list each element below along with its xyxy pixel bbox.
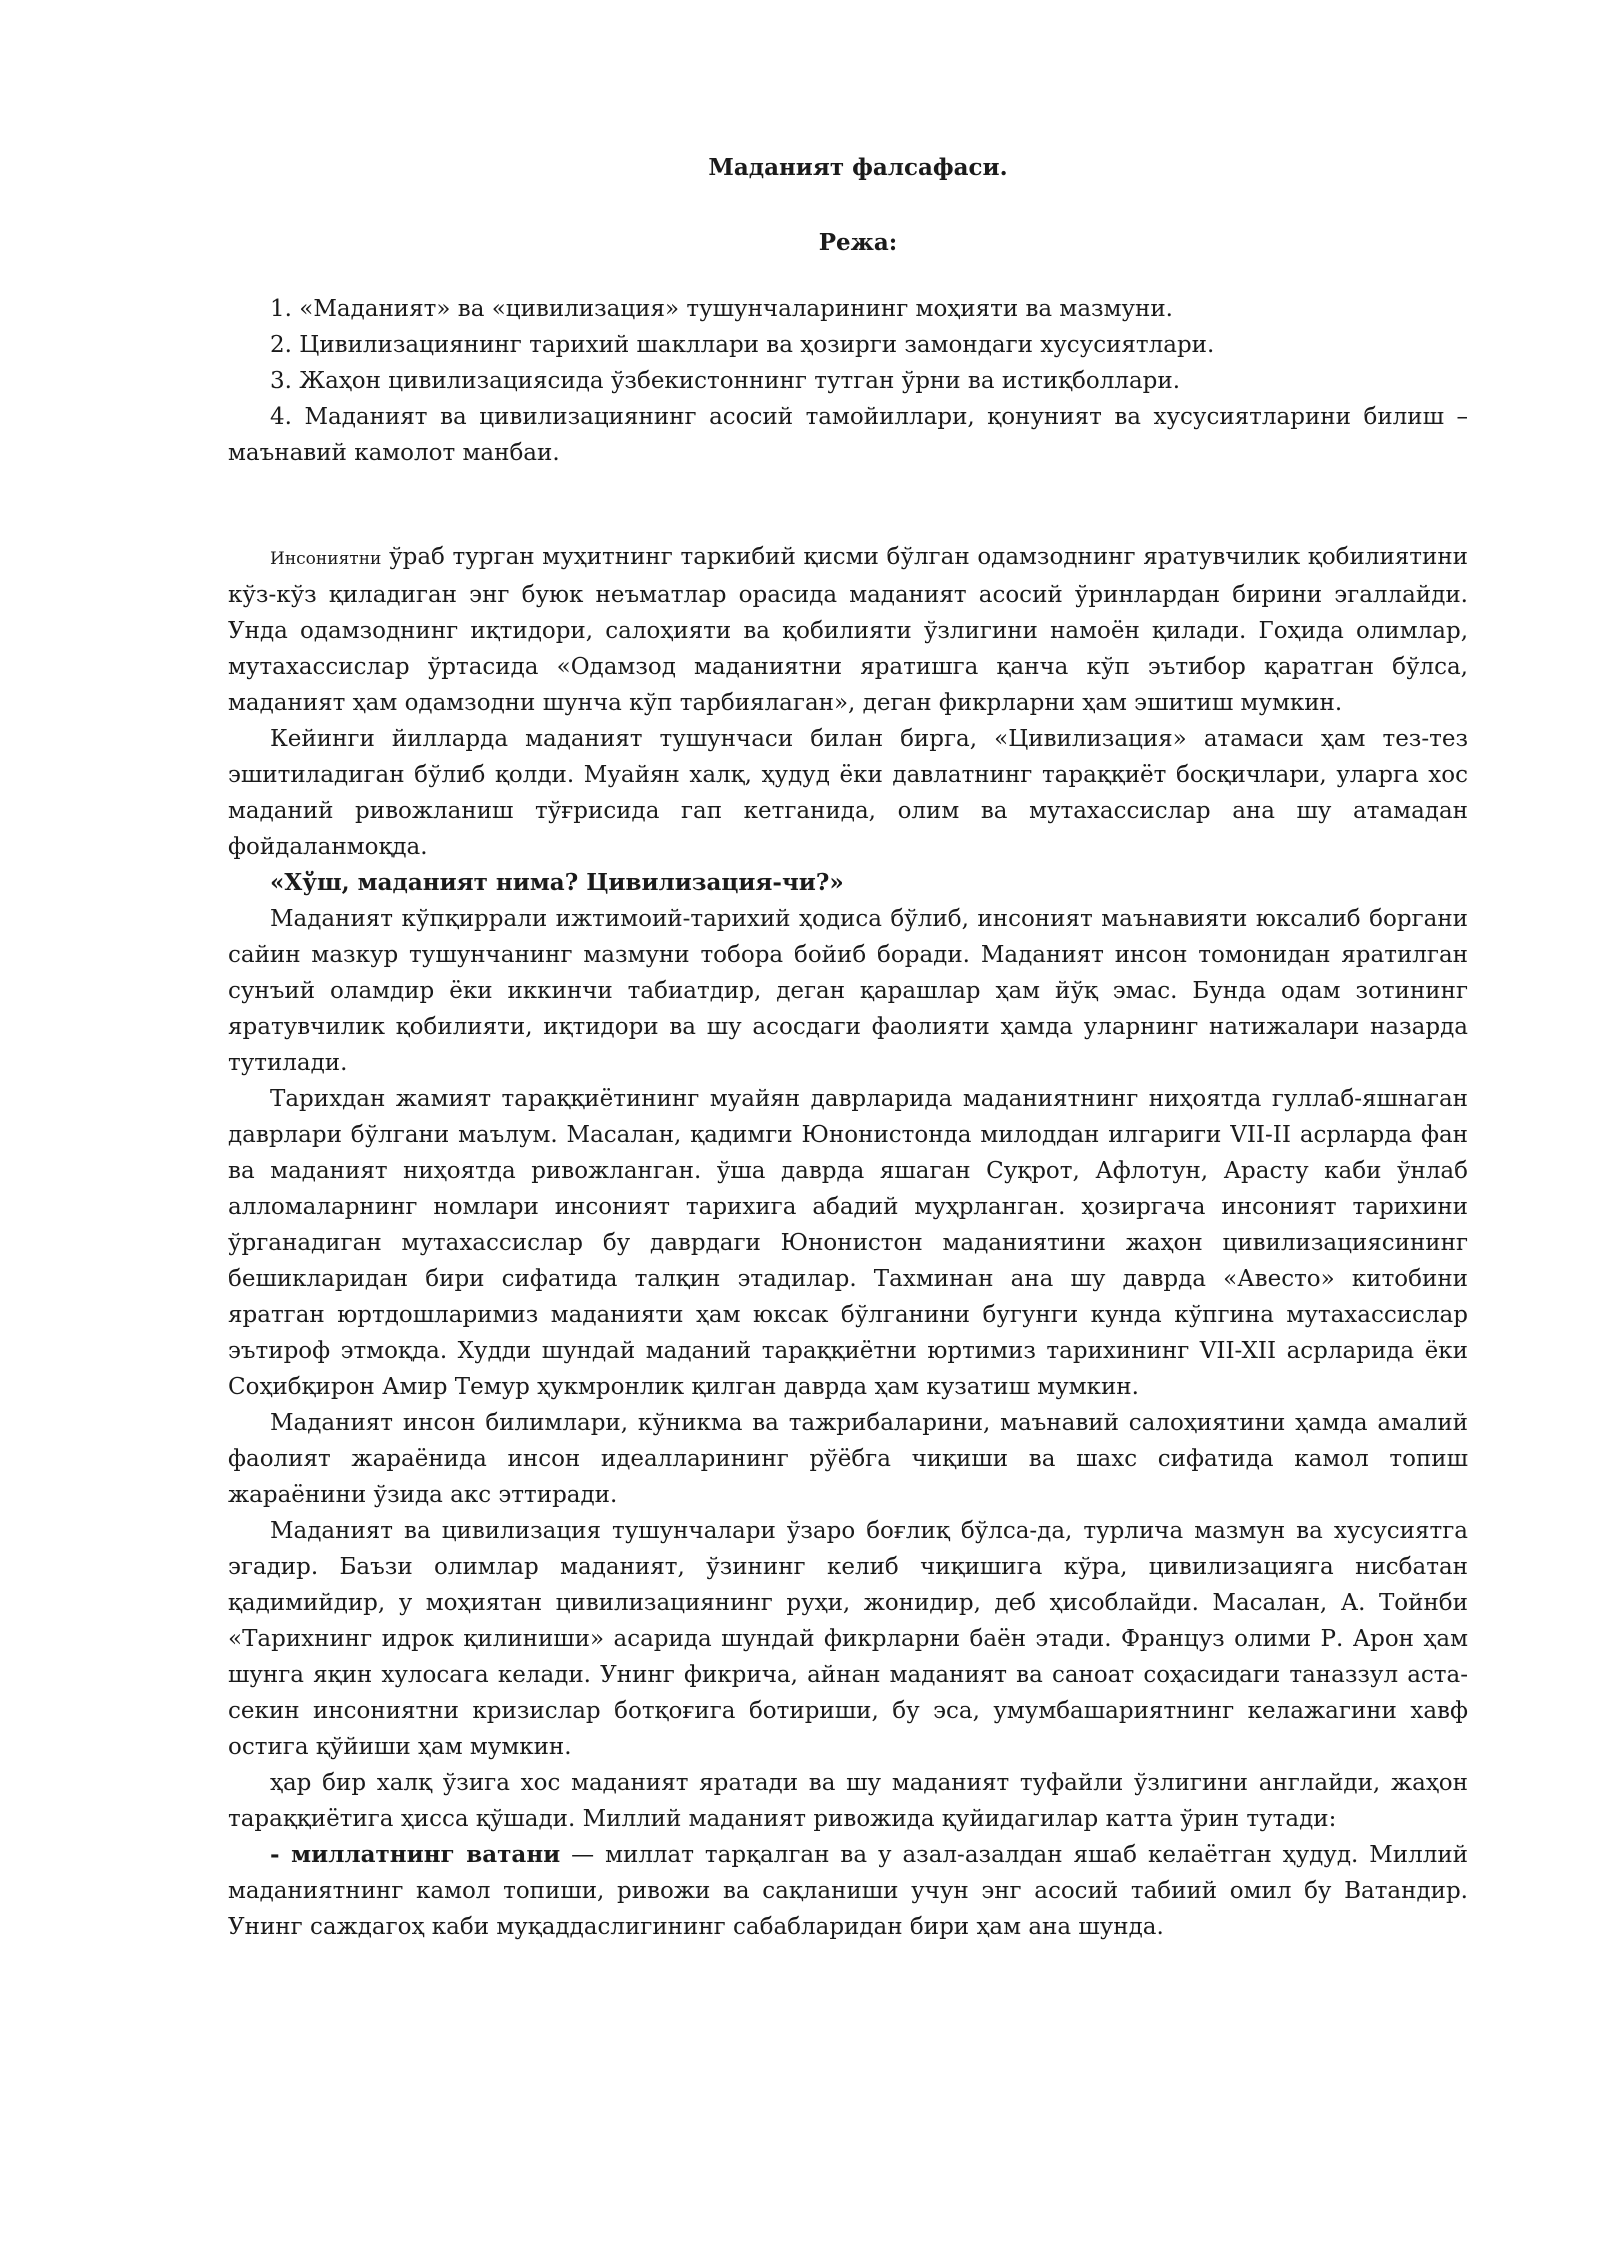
body-paragraph: Кейинги йилларда маданият тушунчаси билан бирга, «Цивилизация» атамаси ҳам тез-тез эшитиладиган бўлиб қолди. Муайян халқ, ҳудуд ёки давлатнинг тараққиёт босқичлари, уларга хос маданий ривожланиш тўғрисида гап кетганида, олим ва мутахассислар ана шу атамадан фойдаланмоқда.	[228, 726, 1468, 860]
body-paragraph	[228, 539, 1468, 721]
document-body	[228, 539, 1468, 1945]
body-paragraph: Маданият ва цивилизация тушунчалари ўзаро боғлиқ бўлса-да, турлича мазмун ва хусусиятга эгадир. Баъзи олимлар маданият, ўзининг келиб чиқишига кўра, цивилизацияга нисбатан қадимийдир, у моҳиятан цивилизациянинг руҳи, жонидир, деб ҳисоблайди. Масалан, А. Тойнби «Тарихнинг идрок қилиниши» асарида шундай фикрларни баён этади. Француз олими Р. Арон ҳам шунга яқин хулосага келади. Унинг фикрича, айнан маданият ва саноат соҳасидаги таназзул аста-секин инсониятни кризислар ботқоғига ботириши, бу эса, умумбашариятнинг келажагини хавф остига қўйиши ҳам мумкин.	[228, 1518, 1468, 1760]
plan-item	[228, 363, 1468, 399]
plan-item-number: 3.	[270, 368, 292, 394]
plan-item-number: 2.	[270, 332, 292, 358]
body-paragraph: Тарихдан жамият тараққиётининг муайян даврларида маданиятнинг ниҳоятда гуллаб-яшнаган даврлари бўлгани маълум. Масалан, қадимги Юнонистонда милоддан илгариги VII-II асрларда фан ва маданият ниҳоятда ривожланган. ўша даврда яшаган Суқрот, Афлотун, Арасту каби ўнлаб алломаларнинг номлари инсоният тарихига абадий муҳрланган. ҳозиргача инсоният тарихини ўрганадиган мутахассислар бу даврдаги Юнонистон маданиятини жаҳон цивилизациясининг бешикларидан бири сифатида талқин этадилар. Тахминан ана шу даврда «Авесто» китобини яратган юртдошларимиз маданияти ҳам юксак бўлганини бугунги кунда кўпгина мутахассислар эътироф этмоқда. Худди шундай маданий тараққиётни юртимиз тарихининг VII-XII асрларида ёки Соҳибқирон Амир Темур ҳукмронлик қилган даврда ҳам кузатиш мумкин.	[228, 1086, 1468, 1400]
paragraph-lead-word: Инсониятни	[270, 549, 382, 569]
plan-heading: Режа:	[818, 229, 898, 256]
plan-item	[228, 399, 1468, 471]
body-paragraph: Маданият кўпқиррали ижтимоий-тарихий ҳодиса бўлиб, инсоният маънавияти юксалиб боргани сайин мазкур тушунчанинг мазмуни тобора бойиб боради. Маданият инсон томонидан яратилган сунъий оламдир ёки иккинчи табиатдир, деган қарашлар ҳам йўқ эмас. Бунда одам зотининг яратувчилик қобилияти, иқтидори ва шу асосдаги фаолияти ҳамда уларнинг натижалари назарда тутилади.	[228, 906, 1468, 1076]
document-title: Маданият фалсафаси.	[708, 154, 1008, 181]
plan-item-number: 4.	[270, 404, 292, 430]
definition-text: — миллат тарқалган ва у азал-азалдан яшаб келаётган ҳудуд. Миллий маданиятнинг камол топиши, ривожи ва сақланиши учун энг асосий табиий омил бу Ватандир. Унинг саждагоҳ каби муқаддаслигининг сабабларидан бири ҳам ана шунда.	[228, 1842, 1468, 1940]
definition-term: - миллатнинг ватани	[270, 1841, 561, 1868]
body-paragraph: ҳар бир халқ ўзига хос маданият яратади ва шу маданият туфайли ўзлигини англайди, жаҳон тараққиётига ҳисса қўшади. Миллий маданият ривожида қуйидагилар катта ўрин тутади:	[228, 1770, 1468, 1832]
plan-item-text: Маданият ва цивилизациянинг асосий тамойиллари, қонуният ва хусусиятларини билиш – маънавий камолот манбаи.	[228, 404, 1469, 466]
section-question-heading: «Хўш, маданият нима? Цивилизация-чи?»	[270, 869, 844, 896]
plan-item	[228, 291, 1468, 327]
plan-item	[228, 327, 1468, 363]
body-paragraph	[228, 1837, 1468, 1945]
plan-item-text: Цивилизациянинг тарихий шакллари ва ҳозирги замондаги хусусиятлари.	[299, 332, 1215, 358]
plan-item-text: «Маданият» ва «цивилизация» тушунчаларининг моҳияти ва мазмуни.	[299, 296, 1173, 322]
plan-item-number: 1.	[270, 296, 292, 322]
paragraph-text: ўраб турган муҳитнинг таркибий қисми бўлган одамзоднинг яратувчилик қобилиятини кўз-кўз қиладиган энг буюк неъматлар орасида маданият асосий ўринлардан бирини эгаллайди. Унда одамзоднинг иқтидори, салоҳияти ва қобилияти ўзлигини намоён қилади. Гоҳида олимлар, мутахассислар ўртасида «Одамзод маданиятни яратишга қанча кўп эътибор қаратган бўлса, маданият ҳам одамзодни шунча кўп тарбиялаган», деган фикрларни ҳам эшитиш мумкин.	[228, 544, 1469, 716]
body-paragraph: Маданият инсон билимлари, кўникма ва тажрибаларини, маънавий салоҳиятини ҳамда амалий фаолият жараёнида инсон идеалларининг рўёбга чиқиши ва шахс сифатида камол топиш жараёнини ўзида акс эттиради.	[228, 1410, 1468, 1508]
plan-item-text: Жаҳон цивилизациясида ўзбекистоннинг тутган ўрни ва истиқболлари.	[299, 368, 1181, 394]
plan-list	[228, 291, 1468, 471]
